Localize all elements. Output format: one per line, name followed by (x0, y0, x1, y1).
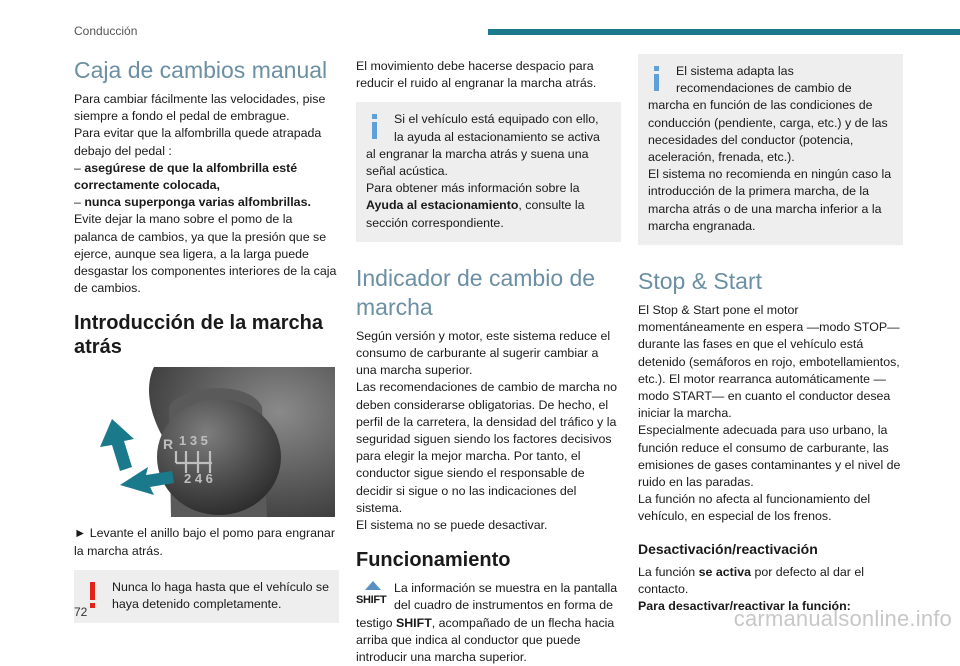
paragraph-shift (356, 580, 621, 666)
info-text: El sistema adapta las recomendaciones de cambio de marcha en función de las condiciones de conducción (pendiente, carga, etc.) y de las necesidades del conductor (potencia, aceleración, frenada, etc.). (648, 64, 888, 165)
text-pre: La función (638, 564, 696, 579)
shift-text-pre: La información se muestra en la pantalla del cuadro de instrumentos en forma de testigo (356, 581, 618, 630)
column-3 (638, 44, 903, 615)
column-2 (356, 58, 621, 666)
subsection-title-operation: Funcionamiento (356, 549, 511, 572)
bullet-text: nunca superponga varias alfombrillas. (84, 195, 311, 210)
bullet-text: asegúrese de que la alfombrilla esté correctamente colocada, (74, 160, 298, 193)
gear-bottom-numbers: 2 4 6 (184, 471, 213, 487)
gear-knob-illustration (74, 367, 335, 517)
text-bold: se activa (698, 564, 751, 579)
text-bold: Para desactivar/reactivar la función: (638, 599, 851, 614)
info-text (366, 180, 611, 232)
step-instruction (74, 525, 339, 559)
section-title-manual-gearbox: Caja de cambios manual (74, 57, 328, 83)
info-text: Si el vehículo está equipado con ello, la ayuda al estacionamiento se activa al engranar la marcha atrás y suena una señal acústica. (366, 112, 600, 179)
bullet-dash: – (74, 195, 81, 210)
bullet-dash: – (74, 160, 81, 175)
paragraph: El sistema no se puede desactivar. (356, 518, 548, 533)
text-post: por defecto al dar el contacto. (638, 564, 864, 596)
paragraph (638, 564, 903, 598)
info-icon (648, 64, 670, 94)
page-number: 72 (74, 605, 88, 619)
section-title-gear-indicator: Indicador de cambio de marcha (356, 264, 596, 320)
gear-top-numbers: 1 3 5 (179, 433, 208, 449)
info-text: El sistema no recomienda en ningún caso la introducción de la primera marcha, de la marcha atrás o de una marcha inferior a la marcha engranada. (648, 167, 892, 233)
info-box (356, 102, 621, 241)
shift-text-bold: SHIFT (395, 615, 432, 630)
warning-box (74, 570, 339, 623)
paragraph: El Stop & Start pone el motor momentáneamente en espera —modo STOP— durante las fases en que el vehículo está detenido (semáforos en rojo, embotellamientos, etc.). El motor rearranca automáticamente —modo START— en cuanto el conductor desea iniciar la marcha. (638, 303, 900, 421)
shift-icon-label: SHIFT (356, 594, 387, 607)
paragraph: Según versión y motor, este sistema reduce el consumo de carburante al sugerir cambiar a una marcha superior. (356, 328, 611, 378)
gear-knob-svg (74, 367, 335, 517)
shift-indicator-icon (356, 581, 390, 611)
paragraph: El movimiento debe hacerse despacio para reducir el ruido al engranar la marcha atrás. (356, 59, 597, 91)
paragraph: La función no afecta al funcionamiento del vehículo, en especial de los frenos. (638, 492, 871, 524)
header-section-label: Conducción (74, 24, 138, 38)
bullet-item (74, 160, 339, 194)
shift-text-post: , acompañado de un flecha hacia arriba que indica al conductor que puede introducir una marcha superior. (356, 615, 615, 665)
section-title-stop-start: Stop & Start (638, 268, 763, 295)
watermark: carmanualsonline.info (733, 606, 952, 631)
paragraph: Las recomendaciones de cambio de marcha no deben considerarse obligatorias. De hecho, el perfil de la carretera, la densidad del tráfico y la seguridad siguen siendo los factores decisivos para elegir la mejor marcha. Por tanto, el conductor sigue siendo el responsable de decidir si sigue o no las indicaciones del sistema. (356, 380, 618, 515)
info-text-pre: Para obtener más información sobre la (366, 181, 580, 196)
subsection-title-deactivation: Desactivación/reactivación (638, 540, 818, 557)
info-box (638, 54, 903, 245)
warning-text: Nunca lo haga hasta que el vehículo se haya detenido completamente. (112, 579, 329, 612)
step-text: Levante el anillo bajo el pomo para engranar la marcha atrás. (74, 526, 335, 558)
paragraph: Evite dejar la mano sobre el pomo de la palanca de cambios, ya que la presión que se ejerce, aunque sea ligera, a la larga puede desgastar los componentes interiores de la caja de cambios. (74, 212, 337, 296)
step-marker: ► (74, 526, 87, 541)
bullet-item (74, 194, 339, 211)
info-icon (366, 112, 388, 142)
info-text-bold: Ayuda al estacionamiento (366, 198, 519, 213)
paragraph: Para evitar que la alfombrilla quede atrapada debajo del pedal : (74, 126, 322, 158)
subsection-title-reverse-gear: Introducción de la marcha atrás (74, 312, 323, 359)
paragraph: Especialmente adecuada para uso urbano, la función reduce el consumo de carburante, las emisiones de gases contaminantes y el nivel de ruido en las paradas. (638, 423, 901, 490)
column-1 (74, 50, 339, 633)
paragraph: Para cambiar fácilmente las velocidades, pise siempre a fondo el pedal de embrague. (74, 92, 326, 124)
header-accent-bar (488, 29, 960, 35)
gear-r-letter: R (163, 436, 174, 453)
info-text-post: , consulte la sección correspondiente. (366, 198, 585, 230)
